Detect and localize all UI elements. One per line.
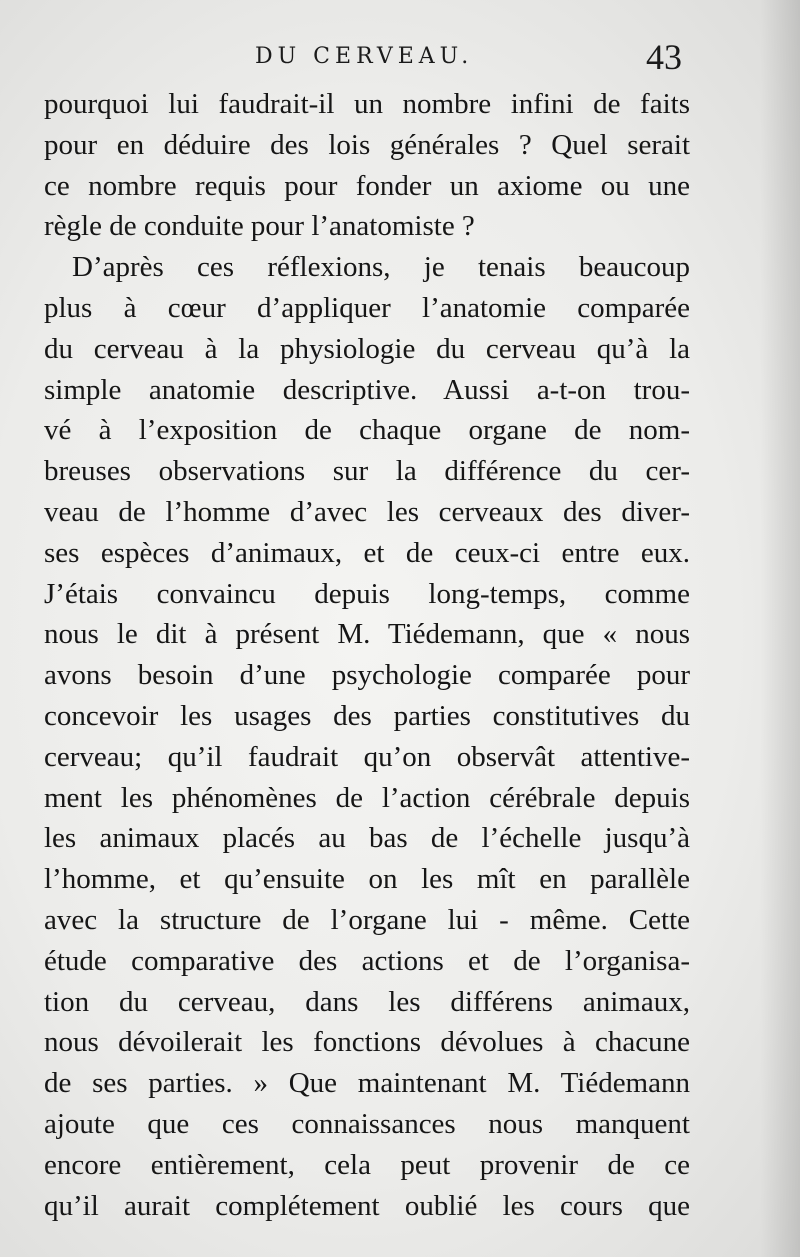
text-line: veau de l’homme d’avec les cerveaux des diver- [44, 495, 690, 528]
text-line: avec la structure de l’organe lui - même. Cette [44, 903, 690, 936]
text-line: avons besoin d’une psychologie comparée pour [44, 659, 690, 692]
text-line: étude comparative des actions et de l’organisa- [44, 944, 690, 977]
text-line: ment les phénomènes de l’action cérébrale depuis [44, 781, 690, 814]
text-line: breuses observations sur la différence du cer- [44, 455, 690, 488]
text-line: qu’il aurait complétement oublié les cours que [44, 1189, 690, 1222]
text-line: l’homme, et qu’ensuite on les mît en parallèle [44, 863, 690, 896]
text-line: J’étais convaincu depuis long-temps, comme [44, 577, 690, 610]
text-line: pourquoi lui faudrait-il un nombre infini de faits [44, 88, 690, 120]
text-line: pour en déduire des lois générales ? Quel serait [44, 128, 690, 161]
text-line: simple anatomie descriptive. Aussi a-t-on trou- [44, 373, 690, 406]
text-line: ajoute que ces connaissances nous manquent [44, 1107, 690, 1140]
text-line: encore entièrement, cela peut provenir de ce [44, 1148, 690, 1181]
text-line: vé à l’exposition de chaque organe de nom- [44, 414, 690, 447]
text-line: les animaux placés au bas de l’échelle jusqu’à [44, 822, 690, 855]
text-line: de ses parties. » Que maintenant M. Tiédemann [44, 1067, 690, 1100]
text-line: D’après ces réflexions, je tenais beaucoup [72, 251, 690, 284]
text-line: tion du cerveau, dans les différens animaux, [44, 985, 690, 1018]
text-line: plus à cœur d’appliquer l’anatomie comparée [44, 291, 690, 324]
page-number: 43 [646, 37, 682, 77]
text-line: règle de conduite pour l’anatomiste ? [44, 210, 475, 243]
running-head: DU CERVEAU. [255, 44, 474, 69]
text-line: ses espèces d’animaux, et de ceux-ci entre eux. [44, 536, 690, 569]
text-line: cerveau; qu’il faudrait qu’on observât attentive- [44, 740, 690, 773]
body-text [44, 84, 690, 1226]
text-line: nous dévoilerait les fonctions dévolues à chacune [44, 1026, 690, 1059]
text-line: concevoir les usages des parties constitutives du [44, 699, 690, 732]
text-line: nous le dit à présent M. Tiédemann, que « nous [44, 618, 690, 651]
text-line: ce nombre requis pour fonder un axiome ou une [44, 169, 690, 202]
text-line: du cerveau à la physiologie du cerveau qu’à la [44, 332, 690, 365]
